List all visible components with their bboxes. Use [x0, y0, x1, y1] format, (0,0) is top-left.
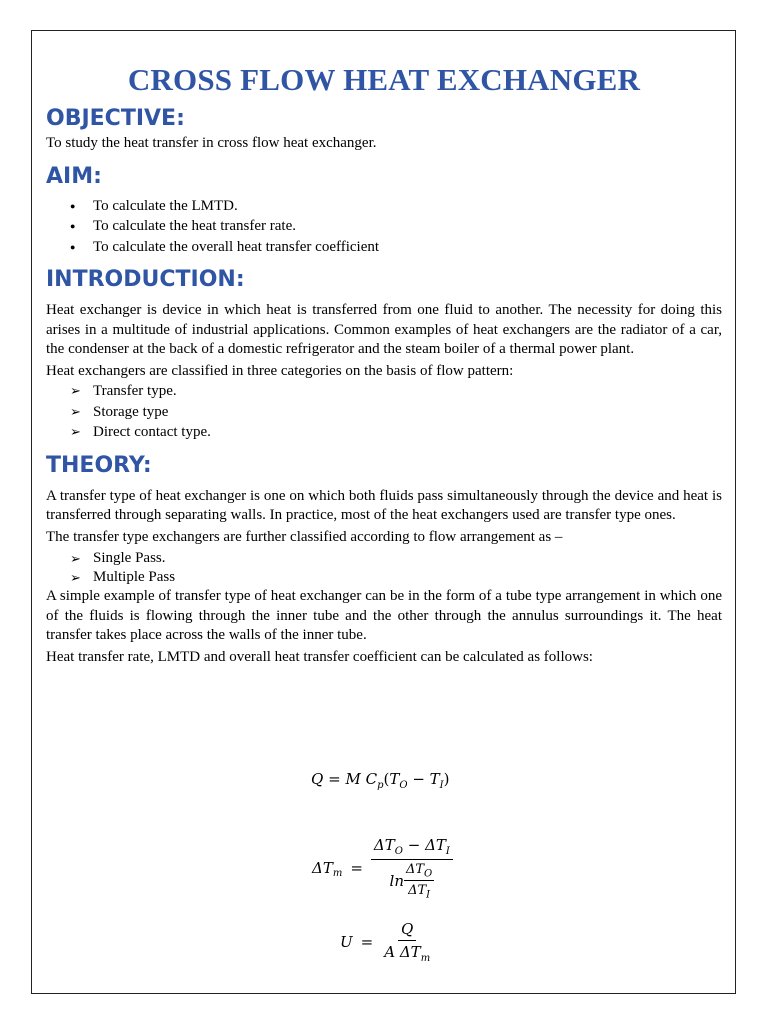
- objective-text: To study the heat transfer in cross flow heat exchanger.: [46, 135, 377, 151]
- lmtd-equation: ΔT $_m$ = $\Delta T_O - \Delta T_I$ ln $\frac{\Delta T_O}{\Delta T_I}$: [312, 836, 453, 900]
- list-item: ● To calculate the heat transfer rate.: [46, 216, 722, 237]
- theory-heading: THEORY:: [46, 452, 152, 478]
- theory-paragraph: The transfer type exchangers are further classified according to flow arrangement as –: [46, 528, 563, 545]
- aim-list: [46, 196, 722, 258]
- list-item: ➢ Storage type: [46, 402, 722, 423]
- theory-paragraph: A transfer type of heat exchanger is one on which both fluids pass simultaneously through the device and heat is transferred through separating walls. In practice, most of the heat exchangers used are transfer type ones.: [46, 487, 722, 523]
- theory-paragraph: Heat transfer rate, LMTD and overall heat transfer coefficient can be calculated as follows:: [46, 648, 593, 665]
- aim-heading: AIM:: [46, 163, 102, 189]
- introduction-paragraph: Heat exchangers are classified in three categories on the basis of flow pattern:: [46, 362, 514, 379]
- flow-arrangement-list: [46, 549, 722, 587]
- list-item: ➢ Single Pass.: [46, 549, 722, 568]
- objective-heading: OBJECTIVE:: [46, 106, 185, 131]
- list-item: ➢ Multiple Pass: [46, 568, 722, 587]
- document-title: CROSS FLOW HEAT EXCHANGER: [127, 62, 641, 97]
- list-item: ● To calculate the overall heat transfer coefficient: [46, 237, 722, 258]
- theory-paragraph: A simple example of transfer type of heat exchanger can be in the form of a tube type arrangement in which one of the fluids is flowing through the inner tube and the other through the annulus surroundings it. The heat transfer takes place across the walls of the inner tube.: [46, 588, 722, 643]
- list-item: ● To calculate the LMTD.: [46, 196, 722, 217]
- introduction-paragraph: Heat exchanger is device in which heat is transferred from one fluid to another. The necessity for doing this arises in a multitude of industrial applications. Common examples of heat exchangers are the radiator of a car, the condenser at the back of a domestic refrigerator and the steam boiler of a thermal power plant.: [46, 302, 722, 357]
- flow-pattern-list: [46, 381, 722, 443]
- document-body: [46, 62, 722, 667]
- list-item: ➢ Transfer type.: [46, 381, 722, 402]
- overall-coefficient-equation: U = $\frac{Q}{A \Delta T_m}$: [340, 920, 431, 964]
- introduction-heading: INTRODUCTION:: [46, 267, 245, 292]
- list-item: ➢ Direct contact type.: [46, 422, 722, 443]
- heat-transfer-rate-equation: Q = M $C_p(T_O - T_I)$: [311, 770, 450, 791]
